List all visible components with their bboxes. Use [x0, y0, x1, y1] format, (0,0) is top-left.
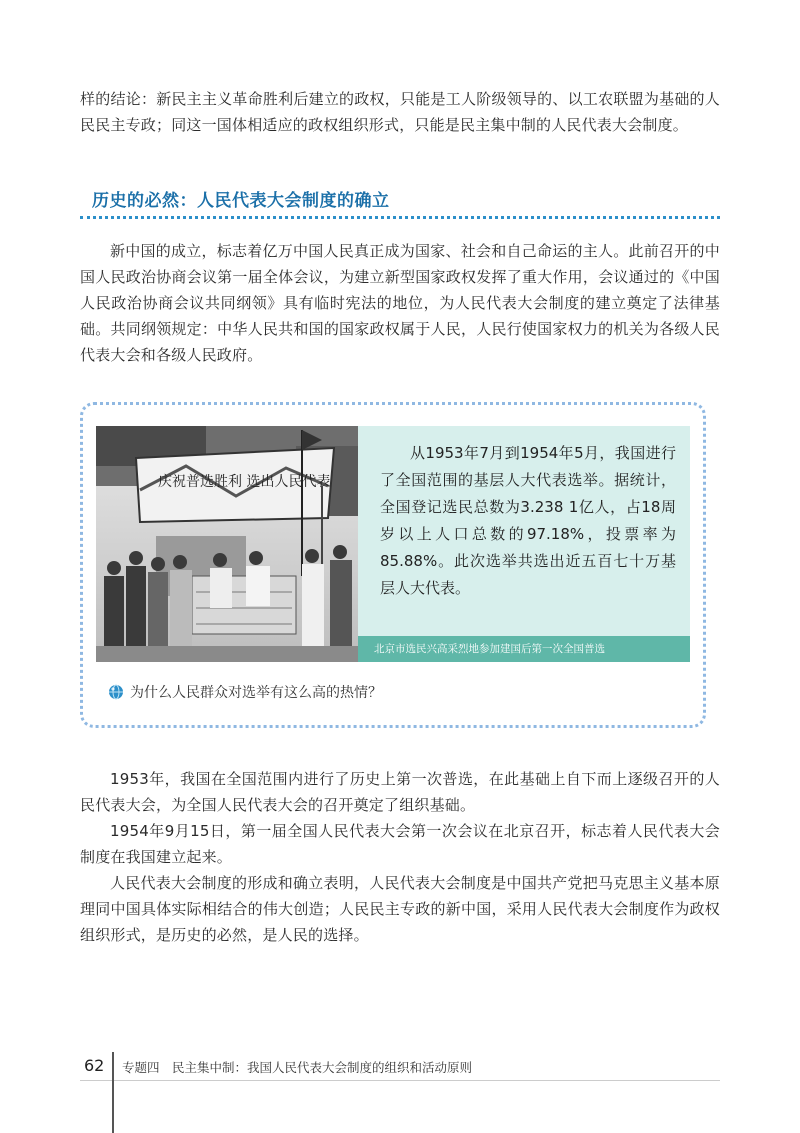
body-paragraph-1: 新中国的成立，标志着亿万中国人民真正成为国家、社会和自己命运的主人。此前召开的中国人民政治协商会议第一届全体会议，为建立新型国家政权发挥了重大作用，会议通过的《中国人民政治协商会议共同纲领》具有临时宪法的地位，为人民代表大会制度的建立奠定了法律基础。共同纲领规定：中华人民共和国的国家政权属于人民，人民行使国家权力的机关为各级人民代表大会和各级人民政府。 — [80, 242, 720, 364]
photo-caption: 北京市选民兴高采烈地参加建国后第一次全国普选 — [358, 636, 690, 662]
infobox-panel — [358, 426, 690, 636]
body-paragraph-3: 1954年9月15日，第一届全国人民代表大会第一次会议在北京召开，标志着人民代表大会制度在我国建立起来。 — [80, 822, 720, 866]
body-paragraph-2: 1953年，我国在全国范围内进行了历史上第一次普选，在此基础上自下而上逐级召开的人民代表大会，为全国人民代表大会的召开奠定了组织基础。 — [80, 770, 720, 814]
discussion-question: 为什么人民群众对选举有这么高的热情？ — [130, 685, 382, 701]
section-title-divider — [80, 216, 720, 219]
section-title: 历史的必然：人民代表大会制度的确立 — [92, 191, 390, 211]
infobox-text: 从1953年7月到1954年5月，我国进行了全国范围的基层人大代表选举。据统计，全国登记选民总数为3.238 1亿人，占18周岁以上人口总数的97.18%，投票率为85.88%。此次选举共选出近五百七十万基层人大代表。 — [380, 444, 676, 597]
election-photo — [96, 426, 358, 662]
body-paragraph-4: 人民代表大会制度的形成和确立表明，人民代表大会制度是中国共产党把马克思主义基本原理同中国具体实际相结合的伟大创造；人民民主专政的新中国，采用人民代表大会制度作为政权组织形式，是历史的必然，是人民的选择。 — [80, 874, 720, 944]
page-number: 62 — [84, 1056, 105, 1075]
election-photo-illustration — [96, 426, 358, 662]
photo-banner-text: 庆祝普选胜利 选出人民代表 — [158, 474, 331, 490]
intro-paragraph: 样的结论：新民主主义革命胜利后建立的政权，只能是工人阶级领导的、以工农联盟为基础的人民民主专政；同这一国体相适应的政权组织形式，只能是民主集中制的人民代表大会制度。 — [80, 90, 720, 134]
footer-divider — [80, 1080, 720, 1081]
question-globe-icon — [108, 684, 124, 700]
footer-vertical-rule — [112, 1052, 114, 1133]
running-head: 专题四 民主集中制：我国人民代表大会制度的组织和活动原则 — [122, 1060, 473, 1075]
